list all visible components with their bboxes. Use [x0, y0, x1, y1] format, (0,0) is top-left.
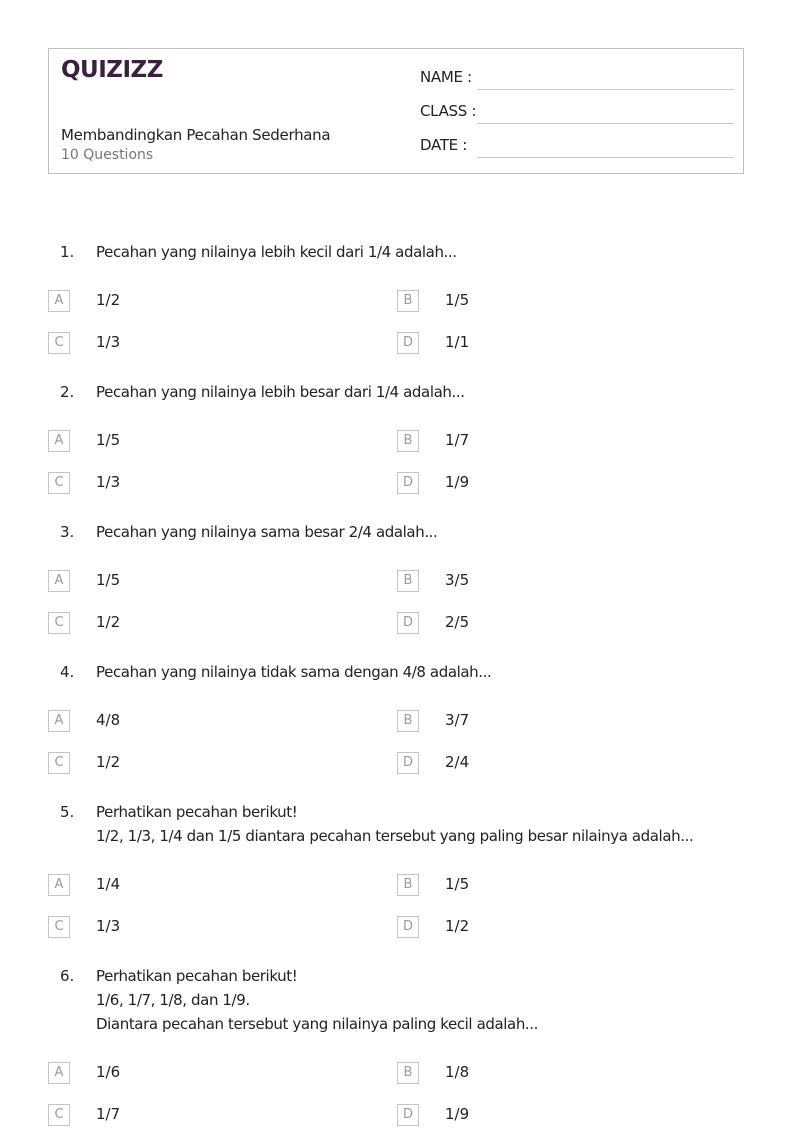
option-letter-box: D: [397, 332, 419, 354]
option-c[interactable]: [48, 1104, 348, 1128]
option-text: 1/7: [445, 431, 470, 449]
worksheet-header: [48, 48, 744, 174]
name-label: NAME :: [420, 68, 472, 86]
date-label: DATE :: [420, 136, 468, 154]
option-text: 1/6: [96, 1063, 121, 1081]
option-letter-box: D: [397, 1104, 419, 1126]
option-letter-box: C: [48, 916, 70, 938]
question-text: [96, 380, 756, 404]
question-text: [96, 660, 756, 684]
question-number: 3.: [60, 523, 75, 541]
option-text: 1/9: [445, 473, 470, 491]
option-d[interactable]: [397, 916, 697, 940]
option-a[interactable]: [48, 430, 348, 454]
option-letter-box: D: [397, 752, 419, 774]
option-text: 1/4: [96, 875, 121, 893]
option-text: 1/7: [96, 1105, 121, 1123]
option-letter-box: C: [48, 332, 70, 354]
question-line: Pecahan yang nilainya tidak sama dengan 4/8 adalah...: [96, 663, 492, 681]
question-line: 1/2, 1/3, 1/4 dan 1/5 diantara pecahan tersebut yang paling besar nilainya adalah...: [96, 827, 694, 845]
question-line: Pecahan yang nilainya lebih besar dari 1/4 adalah...: [96, 383, 465, 401]
option-d[interactable]: [397, 332, 697, 356]
option-letter-box: B: [397, 430, 419, 452]
option-a[interactable]: [48, 570, 348, 594]
option-letter-box: A: [48, 570, 70, 592]
option-text: 1/2: [96, 291, 121, 309]
option-text: 1/1: [445, 333, 470, 351]
question-number: 4.: [60, 663, 75, 681]
option-text: 1/5: [445, 291, 470, 309]
option-d[interactable]: [397, 612, 697, 636]
option-b[interactable]: [397, 570, 697, 594]
option-text: 1/5: [96, 571, 121, 589]
option-a[interactable]: [48, 710, 348, 734]
option-c[interactable]: [48, 752, 348, 776]
option-letter-box: A: [48, 430, 70, 452]
question-number: 6.: [60, 967, 75, 985]
option-text: 1/3: [96, 917, 121, 935]
option-c[interactable]: [48, 612, 348, 636]
option-b[interactable]: [397, 290, 697, 314]
option-letter-box: B: [397, 570, 419, 592]
option-letter-box: B: [397, 710, 419, 732]
option-text: 1/8: [445, 1063, 470, 1081]
option-text: 1/3: [96, 333, 121, 351]
question-line: Diantara pecahan tersebut yang nilainya paling kecil adalah...: [96, 1015, 539, 1033]
class-line[interactable]: [477, 123, 734, 124]
quizizz-logo: QUIZIZZ: [61, 57, 163, 83]
question-number: 5.: [60, 803, 75, 821]
option-letter-box: B: [397, 290, 419, 312]
option-text: 1/2: [445, 917, 470, 935]
option-c[interactable]: [48, 332, 348, 356]
question-line: Perhatikan pecahan berikut!: [96, 803, 298, 821]
option-a[interactable]: [48, 290, 348, 314]
question-count: 10 Questions: [61, 147, 154, 163]
option-b[interactable]: [397, 874, 697, 898]
name-line[interactable]: [477, 89, 734, 90]
option-text: 1/5: [445, 875, 470, 893]
option-text: 1/2: [96, 753, 121, 771]
option-letter-box: A: [48, 1062, 70, 1084]
option-text: 3/7: [445, 711, 470, 729]
date-field[interactable]: [420, 134, 734, 158]
option-letter-box: A: [48, 874, 70, 896]
option-letter-box: A: [48, 710, 70, 732]
option-d[interactable]: [397, 752, 697, 776]
option-c[interactable]: [48, 472, 348, 496]
option-letter-box: C: [48, 612, 70, 634]
question-text: [96, 240, 756, 264]
option-letter-box: D: [397, 916, 419, 938]
option-text: 2/4: [445, 753, 470, 771]
date-line[interactable]: [477, 157, 734, 158]
question-line: Perhatikan pecahan berikut!: [96, 967, 298, 985]
option-text: 1/3: [96, 473, 121, 491]
question-number: 2.: [60, 383, 75, 401]
question-text: [96, 800, 756, 848]
option-a[interactable]: [48, 1062, 348, 1086]
option-letter-box: B: [397, 874, 419, 896]
option-a[interactable]: [48, 874, 348, 898]
class-field[interactable]: [420, 100, 734, 124]
option-d[interactable]: [397, 472, 697, 496]
option-d[interactable]: [397, 1104, 697, 1128]
question-text: [96, 520, 756, 544]
question-text: [96, 964, 756, 1036]
class-label: CLASS :: [420, 102, 477, 120]
option-text: 4/8: [96, 711, 121, 729]
option-letter-box: C: [48, 752, 70, 774]
option-letter-box: B: [397, 1062, 419, 1084]
question-line: 1/6, 1/7, 1/8, dan 1/9.: [96, 991, 250, 1009]
option-text: 1/5: [96, 431, 121, 449]
question-line: Pecahan yang nilainya sama besar 2/4 adalah...: [96, 523, 438, 541]
option-b[interactable]: [397, 430, 697, 454]
option-c[interactable]: [48, 916, 348, 940]
name-field[interactable]: [420, 66, 734, 90]
question-line: Pecahan yang nilainya lebih kecil dari 1/4 adalah...: [96, 243, 457, 261]
option-b[interactable]: [397, 1062, 697, 1086]
worksheet-title: Membandingkan Pecahan Sederhana: [61, 126, 331, 144]
option-letter-box: D: [397, 612, 419, 634]
option-letter-box: C: [48, 1104, 70, 1126]
option-letter-box: D: [397, 472, 419, 494]
option-text: 2/5: [445, 613, 470, 631]
option-letter-box: C: [48, 472, 70, 494]
option-b[interactable]: [397, 710, 697, 734]
option-text: 1/9: [445, 1105, 470, 1123]
option-letter-box: A: [48, 290, 70, 312]
option-text: 1/2: [96, 613, 121, 631]
option-text: 3/5: [445, 571, 470, 589]
question-number: 1.: [60, 243, 75, 261]
